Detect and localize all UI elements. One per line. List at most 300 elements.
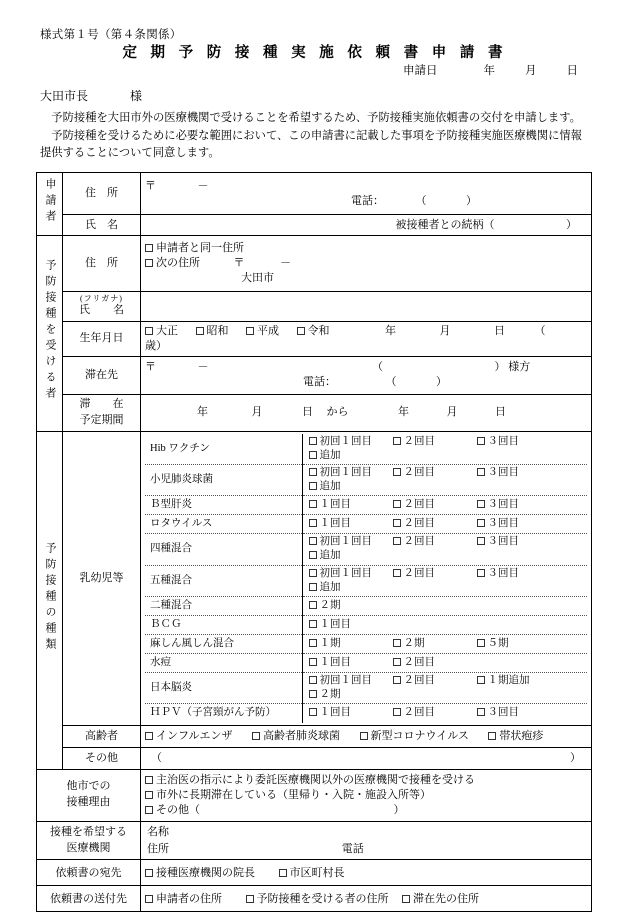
vaccine-dose-option[interactable] <box>477 706 520 720</box>
elderly-option-shingles-label: 帯状疱疹 <box>499 729 544 742</box>
checkbox-icon[interactable] <box>393 708 401 716</box>
checkbox-icon[interactable] <box>477 537 485 545</box>
vaccine-dose-option-label: 初回１回目 <box>319 536 372 548</box>
vaccine-dose-option[interactable] <box>309 567 393 581</box>
letter-to-field[interactable] <box>141 860 592 886</box>
vaccine-dose-option-label: ２回目 <box>403 656 435 668</box>
stay-tel-line <box>145 375 587 390</box>
vaccine-dose-option[interactable] <box>309 688 341 702</box>
postal-dash: － <box>197 179 209 192</box>
vaccine-row <box>145 634 587 653</box>
checkbox-icon[interactable] <box>145 732 153 740</box>
applicant-tel-line <box>145 194 587 209</box>
vaccine-dose-option[interactable] <box>477 674 561 688</box>
era-reiwa-label: 令和 <box>307 325 330 337</box>
checkbox-icon[interactable] <box>477 639 485 647</box>
stay-paren-close: ） <box>494 361 506 374</box>
vaccine-dose-option-label: ２回目 <box>403 567 435 579</box>
vaccine-dose-option-label: ２期 <box>319 689 341 701</box>
vaccine-row <box>145 534 587 565</box>
vaccine-dose-option[interactable] <box>309 517 393 531</box>
era-reiwa[interactable] <box>297 325 330 337</box>
vaccine-table <box>145 434 587 723</box>
postal-dash: － <box>280 257 291 270</box>
vaccine-name: Ｂ型肝炎 <box>145 496 302 515</box>
vaccine-group-label: 予防接種の種類 <box>37 431 63 769</box>
letter-send-option-2-label: 予防接種を受ける者の住所 <box>256 892 389 905</box>
recipient-group-label: 予防接種を受ける者 <box>37 236 63 432</box>
table-row-vaccine-elderly <box>37 725 592 747</box>
recipient-stay-field[interactable] <box>141 356 592 394</box>
checkbox-icon[interactable] <box>252 732 260 740</box>
checkbox-icon[interactable] <box>477 676 485 684</box>
intro-line-1: 予防接種を大田市外の医療機関で受けることを希望するため、予防接種実施依頼書の交付を申請します。 <box>51 112 581 124</box>
checkbox-icon[interactable] <box>145 806 153 814</box>
applicant-name-field[interactable] <box>141 215 592 236</box>
vaccine-name: ロタウイルス <box>145 515 302 534</box>
era-taisho[interactable] <box>145 325 178 337</box>
vaccine-dose-option-label: 初回１回目 <box>319 567 372 579</box>
period-label-line-2: 予定期間 <box>79 413 124 426</box>
checkbox-icon[interactable] <box>477 519 485 527</box>
vaccine-dose-option-label: １期追加 <box>487 674 530 686</box>
page-title: 定 期 予 防 接 種 実 施 依 頼 書 申 請 書 <box>122 45 508 61</box>
vaccine-other-field[interactable] <box>141 747 592 769</box>
checkbox-icon[interactable] <box>477 500 485 508</box>
elderly-option-covid-label: 新型コロナウイルス <box>370 729 469 742</box>
checkbox-icon[interactable] <box>309 690 317 698</box>
checkbox-icon[interactable] <box>309 468 317 476</box>
period-label-line-1: 滞 在 <box>79 397 124 410</box>
vaccine-other-parens <box>145 751 587 766</box>
vaccine-dose-options[interactable] <box>302 534 587 565</box>
table-row-applicant-name <box>37 215 592 236</box>
vaccine-dose-option-label: ３回目 <box>487 435 519 447</box>
relation-close: ） <box>566 218 577 231</box>
reason-label-line-2: 接種理由 <box>66 796 111 809</box>
vaccine-dose-option-label: ３回目 <box>487 466 519 478</box>
furigana-label: (フリガナ) <box>80 293 123 303</box>
stay-tel-paren-close: ） <box>436 376 447 389</box>
reason-option-3[interactable] <box>145 803 587 818</box>
checkbox-icon[interactable] <box>393 537 401 545</box>
institution-name-line[interactable] <box>145 824 587 841</box>
checkbox-icon[interactable] <box>309 639 317 647</box>
vaccine-dose-option[interactable] <box>309 449 341 463</box>
table-row-institution <box>37 821 592 860</box>
institution-label <box>37 821 141 860</box>
vaccine-dose-option-label: ２期 <box>403 637 425 649</box>
table-row-letter-send <box>37 886 592 912</box>
checkbox-icon[interactable] <box>297 327 305 335</box>
vaccine-name: 水痘 <box>145 653 302 672</box>
apply-date-day: 日 <box>566 65 578 77</box>
table-row-recipient-address <box>37 236 592 292</box>
vaccine-dose-option[interactable] <box>477 498 520 512</box>
vaccine-dose-options[interactable] <box>302 464 587 495</box>
vaccine-dose-option-label: ２回目 <box>403 499 435 511</box>
recipient-address-option-1[interactable] <box>145 241 587 256</box>
letter-send-label: 依頼書の送付先 <box>37 886 141 912</box>
vaccine-name: 小児肺炎球菌 <box>145 464 302 495</box>
reason-option-1-label: 主治医の指示により委託医療機関以外の医療機関で接種を受ける <box>156 774 475 787</box>
checkbox-icon[interactable] <box>309 537 317 545</box>
intro-line-3: 提供することについて同意します。 <box>40 147 220 159</box>
vaccine-dose-option[interactable] <box>309 618 352 632</box>
vaccine-name: 五種混合 <box>145 565 302 596</box>
vaccine-dose-option-label: ２回目 <box>403 435 435 447</box>
institution-label-line-2: 医療機関 <box>66 841 111 854</box>
vaccine-dose-option[interactable] <box>393 656 436 670</box>
checkbox-icon[interactable] <box>145 895 153 903</box>
vaccine-dose-options[interactable] <box>302 496 587 515</box>
recipient-name-label-text: 氏 名 <box>79 304 130 317</box>
vaccine-row <box>145 615 587 634</box>
recipient-name-field[interactable] <box>141 292 592 322</box>
vaccine-dose-option[interactable] <box>309 535 393 549</box>
vaccine-dose-option[interactable] <box>309 637 393 651</box>
vaccine-row <box>145 565 587 596</box>
checkbox-icon[interactable] <box>145 869 153 877</box>
vaccine-dose-option[interactable] <box>393 498 477 512</box>
vaccine-name: 二種混合 <box>145 596 302 615</box>
period-from-day: 日 <box>302 406 313 419</box>
addressee <box>40 88 142 104</box>
postal-mark-icon: 〒 <box>145 179 156 192</box>
age-paren-open: （ <box>534 325 546 337</box>
vaccine-dose-option[interactable] <box>393 435 477 449</box>
vaccine-dose-option-label: １回目 <box>319 656 351 668</box>
vaccine-dose-option[interactable] <box>309 706 393 720</box>
vaccine-dose-option-label: 追加 <box>319 581 341 593</box>
checkbox-icon[interactable] <box>309 519 317 527</box>
checkbox-icon[interactable] <box>309 569 317 577</box>
vaccine-elderly-field[interactable] <box>141 725 592 747</box>
table-row-reason <box>37 769 592 821</box>
checkbox-icon[interactable] <box>393 500 401 508</box>
checkbox-icon[interactable] <box>309 451 317 459</box>
apply-date-year: 年 <box>483 65 495 77</box>
vaccine-dose-option-label: 初回１回目 <box>319 435 372 447</box>
vaccine-dose-option[interactable] <box>309 599 341 613</box>
vaccine-dose-option-label: 初回１回目 <box>319 674 372 686</box>
recipient-period-field[interactable] <box>141 394 592 431</box>
checkbox-icon[interactable] <box>145 791 153 799</box>
checkbox-icon[interactable] <box>309 708 317 716</box>
vaccine-dose-option[interactable] <box>309 581 341 595</box>
birth-year: 年 <box>385 325 396 337</box>
vaccine-dose-option[interactable] <box>309 498 393 512</box>
institution-address-line[interactable] <box>145 841 587 858</box>
checkbox-icon[interactable] <box>309 676 317 684</box>
addressee-name: 大田市長 <box>40 89 89 103</box>
vaccine-dose-options[interactable] <box>302 634 587 653</box>
stay-tel-paren-open: （ <box>385 376 397 389</box>
letter-to-label: 依頼書の宛先 <box>37 860 141 886</box>
elderly-option-shingles[interactable] <box>488 730 543 742</box>
elderly-option-pneumococcal[interactable] <box>252 730 340 742</box>
intro-line-2: 予防接種を受けるために必要な範囲において、この申請書に記載した事項を予防接種実施医療機関に情報 <box>51 129 583 142</box>
checkbox-icon[interactable] <box>393 676 401 684</box>
recipient-stay-label: 滞在先 <box>63 356 141 394</box>
form-number: 様式第１号（第４条関係） <box>40 29 182 41</box>
vaccine-dose-option[interactable] <box>393 567 477 581</box>
vaccine-dose-option[interactable] <box>393 674 477 688</box>
vaccine-name: ＢＣＧ <box>145 615 302 634</box>
checkbox-icon[interactable] <box>393 569 401 577</box>
relation-label: 被接種者との続柄（ <box>395 218 495 231</box>
checkbox-icon[interactable] <box>360 732 368 740</box>
letter-send-field[interactable] <box>141 886 592 912</box>
vaccine-dose-option[interactable] <box>477 435 561 449</box>
checkbox-icon[interactable] <box>145 776 153 784</box>
reason-option-2-label: 市外に長期滞在している（里帰り・入院・施設入所等） <box>156 788 431 801</box>
checkbox-icon[interactable] <box>196 327 204 335</box>
vaccine-dose-option[interactable] <box>477 637 509 651</box>
letter-to-option-1-label: 接種医療機関の院長 <box>156 866 255 879</box>
stay-postal-line <box>145 360 587 375</box>
vaccine-dose-options[interactable] <box>302 615 587 634</box>
table-row-recipient-period <box>37 394 592 431</box>
vaccine-other-paren-open: （ <box>151 751 162 764</box>
letter-to-option-1[interactable] <box>145 867 255 879</box>
institution-field[interactable] <box>141 821 592 860</box>
vaccine-name: 麻しん風しん混合 <box>145 634 302 653</box>
vaccine-dose-option[interactable] <box>309 656 393 670</box>
checkbox-icon[interactable] <box>145 259 153 267</box>
postal-mark-icon: 〒 <box>145 361 156 374</box>
table-row-applicant-address <box>37 173 592 215</box>
vaccine-dose-option-label: ２期 <box>319 599 341 611</box>
table-row-recipient-stay <box>37 356 592 394</box>
table-row-recipient-name <box>37 292 592 322</box>
recipient-address-option-1-label: 申請者と同一住所 <box>156 242 244 255</box>
vaccine-dose-option-label: １回目 <box>319 707 351 719</box>
applicant-name-label: 氏 名 <box>63 215 141 236</box>
vaccine-row <box>145 704 587 723</box>
vaccine-dose-option-label: ２回目 <box>403 518 435 530</box>
checkbox-icon[interactable] <box>402 895 410 903</box>
vaccine-row <box>145 434 587 465</box>
vaccine-dose-option-label: ５期 <box>487 637 509 649</box>
vaccine-dose-option[interactable] <box>393 706 477 720</box>
vaccine-row <box>145 672 587 703</box>
recipient-birth-label: 生年月日 <box>63 322 141 357</box>
letter-to-option-2[interactable] <box>279 867 345 879</box>
birth-month: 月 <box>439 325 451 337</box>
period-to-year: 年 <box>398 406 409 419</box>
vaccine-dose-options[interactable] <box>302 596 587 615</box>
vaccine-dose-option[interactable] <box>309 674 393 688</box>
reason-field[interactable] <box>141 769 592 821</box>
checkbox-icon[interactable] <box>477 569 485 577</box>
checkbox-icon[interactable] <box>309 482 317 490</box>
checkbox-icon[interactable] <box>309 620 317 628</box>
addressee-honorific: 様 <box>130 89 143 103</box>
era-taisho-label: 大正 <box>156 325 178 337</box>
vaccine-row <box>145 596 587 615</box>
recipient-city: 大田市 <box>241 271 274 284</box>
vaccine-dose-options[interactable] <box>302 434 587 465</box>
vaccine-row <box>145 496 587 515</box>
vaccine-dose-option-label: 初回１回目 <box>319 466 372 478</box>
recipient-address-field[interactable] <box>141 236 592 292</box>
stay-paren-open: （ <box>372 361 383 374</box>
table-row-vaccine-infant <box>37 431 592 725</box>
checkbox-icon[interactable] <box>393 639 401 647</box>
checkbox-icon[interactable] <box>309 500 317 508</box>
vaccine-dose-option-label: 追加 <box>319 449 341 461</box>
vaccine-dose-option-label: ２回目 <box>403 674 435 686</box>
vaccine-dose-option[interactable] <box>393 637 477 651</box>
letter-to-option-2-label: 市区町村長 <box>289 866 345 879</box>
vaccine-dose-option[interactable] <box>393 535 477 549</box>
vaccine-dose-option-label: １回目 <box>319 518 351 530</box>
reason-option-3-label: その他（ <box>156 803 200 816</box>
institution-name-label: 名称 <box>147 825 169 838</box>
recipient-address-option-2[interactable] <box>145 256 587 271</box>
apply-date-label: 申請日 <box>403 65 438 77</box>
vaccine-dose-option[interactable] <box>477 567 561 581</box>
stay-tel-label: 電話： <box>303 376 336 389</box>
vaccine-infant-field <box>141 431 592 725</box>
vaccine-row <box>145 464 587 495</box>
vaccine-name: ＨＰＶ（子宮頸がん予防） <box>145 704 302 723</box>
recipient-period-label <box>63 394 141 431</box>
period-from-year: 年 <box>197 406 208 419</box>
vaccine-dose-option-label: 追加 <box>319 481 341 493</box>
vaccine-dose-options[interactable] <box>302 515 587 534</box>
era-showa[interactable] <box>196 325 229 337</box>
vaccine-dose-option-label: ３回目 <box>487 536 519 548</box>
applicant-address-field[interactable] <box>141 173 592 215</box>
period-to-day: 日 <box>495 406 506 419</box>
institution-label-line-1: 接種を希望する <box>50 825 127 838</box>
vaccine-dose-option-label: ３回目 <box>487 518 519 530</box>
vaccine-dose-option[interactable] <box>309 549 341 563</box>
vaccine-dose-option-label: １回目 <box>319 618 351 630</box>
applicant-address-label: 住 所 <box>63 173 141 215</box>
elderly-option-covid[interactable] <box>360 730 469 742</box>
checkbox-icon[interactable] <box>145 327 153 335</box>
period-from-label: から <box>326 406 349 419</box>
age-paren-close: 歳） <box>145 339 167 352</box>
elderly-option-pneumococcal-label: 高齢者肺炎球菌 <box>263 729 341 742</box>
checkbox-icon[interactable] <box>309 658 317 666</box>
table-row-letter-to <box>37 860 592 886</box>
vaccine-name: 日本脳炎 <box>145 672 302 703</box>
elderly-option-influenza[interactable] <box>145 730 233 742</box>
vaccine-dose-option-label: ３回目 <box>487 499 519 511</box>
checkbox-icon[interactable] <box>309 437 317 445</box>
vaccine-dose-options[interactable] <box>302 565 587 596</box>
vaccine-dose-option-label: １回目 <box>319 499 351 511</box>
checkbox-icon[interactable] <box>246 895 254 903</box>
table-row-recipient-birth <box>37 322 592 357</box>
recipient-name-label <box>63 292 141 322</box>
vaccine-dose-option-label: １期 <box>319 637 341 649</box>
vaccine-dose-option[interactable] <box>477 466 561 480</box>
institution-tel-label: 電話 <box>341 842 364 855</box>
checkbox-icon[interactable] <box>309 601 317 609</box>
vaccine-dose-option-label: 追加 <box>319 550 341 562</box>
recipient-birth-field[interactable] <box>141 322 592 357</box>
period-from-month: 月 <box>251 406 263 419</box>
apply-date-month: 月 <box>525 65 537 77</box>
reason-option-2[interactable] <box>145 788 587 803</box>
reason-label-line-1: 他市での <box>66 780 111 793</box>
checkbox-icon[interactable] <box>309 583 317 591</box>
vaccine-elderly-label: 高齢者 <box>63 725 141 747</box>
postal-mark-icon: 〒 <box>233 257 245 270</box>
vaccine-dose-option[interactable] <box>477 535 561 549</box>
vaccine-name: 四種混合 <box>145 534 302 565</box>
reason-label <box>37 769 141 821</box>
checkbox-icon[interactable] <box>393 437 401 445</box>
period-to-month: 月 <box>446 406 458 419</box>
checkbox-icon[interactable] <box>246 327 254 335</box>
vaccine-row <box>145 515 587 534</box>
checkbox-icon[interactable] <box>488 732 496 740</box>
application-table <box>36 172 592 912</box>
stay-samakata: 様方 <box>508 361 531 374</box>
applicant-postal <box>145 179 587 194</box>
checkbox-icon[interactable] <box>393 519 401 527</box>
vaccine-dose-option[interactable] <box>477 517 520 531</box>
reason-option-3-close: ） <box>393 803 405 816</box>
checkbox-icon[interactable] <box>477 437 485 445</box>
applicant-group-label: 申請者 <box>37 173 63 236</box>
checkbox-icon[interactable] <box>279 869 287 877</box>
vaccine-dose-option-label: ３回目 <box>487 567 519 579</box>
vaccine-dose-option-label: ３回目 <box>487 707 519 719</box>
vaccine-dose-option-label: ２回目 <box>403 466 435 478</box>
vaccine-dose-option[interactable] <box>393 517 477 531</box>
vaccine-dose-option[interactable] <box>393 466 477 480</box>
vaccine-other-paren-close: ） <box>570 751 581 764</box>
vaccine-infant-label: 乳幼児等 <box>63 431 141 725</box>
postal-dash: － <box>197 361 209 374</box>
checkbox-icon[interactable] <box>393 658 401 666</box>
checkbox-icon[interactable] <box>309 551 317 559</box>
birth-day: 日 <box>494 325 505 337</box>
vaccine-dose-option[interactable] <box>309 480 341 494</box>
recipient-address-option-2-label: 次の住所 <box>156 257 200 270</box>
vaccine-dose-options[interactable] <box>302 672 587 703</box>
vaccine-dose-option-label: ２回目 <box>403 536 435 548</box>
applicant-tel-label: 電話： <box>351 194 384 207</box>
vaccine-other-label: その他 <box>63 747 141 769</box>
vaccine-dose-option[interactable] <box>309 435 393 449</box>
vaccine-dose-option[interactable] <box>309 466 393 480</box>
elderly-option-influenza-label: インフルエンザ <box>156 729 233 742</box>
letter-send-option-1-label: 申請者の住所 <box>156 892 222 905</box>
institution-address-label: 住所 <box>147 842 169 855</box>
tel-paren-close: ） <box>466 194 477 207</box>
vaccine-dose-options[interactable] <box>302 704 587 723</box>
checkbox-icon[interactable] <box>477 468 485 476</box>
checkbox-icon[interactable] <box>145 244 153 252</box>
vaccine-dose-option-label: ２回目 <box>403 707 435 719</box>
tel-paren-open: （ <box>415 194 427 207</box>
checkbox-icon[interactable] <box>393 468 401 476</box>
vaccine-dose-options[interactable] <box>302 653 587 672</box>
era-heisei-label: 平成 <box>257 325 279 337</box>
era-heisei[interactable] <box>246 325 279 337</box>
checkbox-icon[interactable] <box>477 708 485 716</box>
reason-option-1[interactable] <box>145 773 587 788</box>
era-showa-label: 昭和 <box>206 325 229 337</box>
